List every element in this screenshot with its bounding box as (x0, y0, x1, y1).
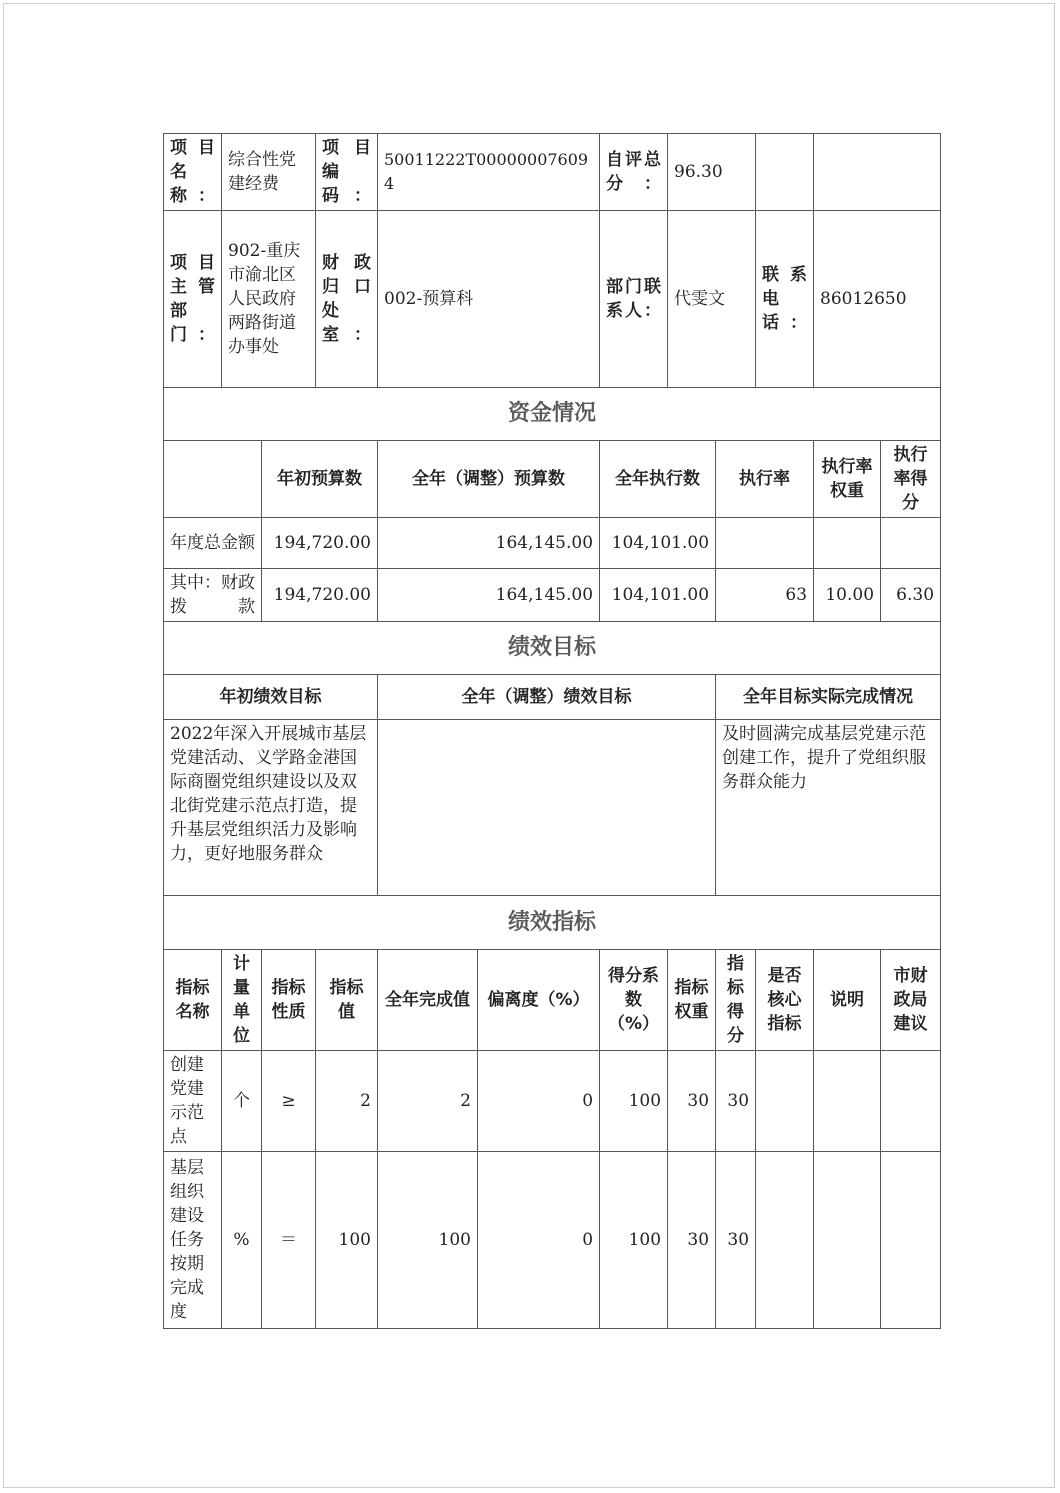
indicator-advice (881, 1152, 941, 1329)
contact-label: 部门联系人： (600, 211, 668, 388)
funds-executed: 104,101.00 (600, 518, 716, 569)
self-score-value: 96.30 (668, 134, 756, 211)
indicator-note (814, 1152, 881, 1329)
funds-adjusted: 164,145.00 (378, 569, 600, 622)
indicator-note (814, 1051, 881, 1152)
indicator-deviation: 0 (478, 1152, 600, 1329)
funds-header: 执行率 (716, 441, 814, 518)
indicator-unit: % (222, 1152, 262, 1329)
funds-rate (716, 518, 814, 569)
indicator-name: 基层组织建设任务按期完成度 (164, 1152, 222, 1329)
indicator-nature: ≥ (262, 1051, 316, 1152)
contact-value: 代雯文 (668, 211, 756, 388)
goal-adjusted (378, 720, 716, 896)
indicator-header: 说明 (814, 950, 881, 1051)
indicators-section-row (164, 896, 941, 950)
indicator-score: 30 (716, 1152, 756, 1329)
indicator-coef: 100 (600, 1152, 668, 1329)
funds-adjusted: 164,145.00 (378, 518, 600, 569)
goal-initial: 2022年深入开展城市基层党建活动、义学路金港国际商圈党组织建设以及双北街党建示范点打造，提升基层党组织活力及影响力，更好地服务群众 (164, 720, 378, 896)
indicator-header: 指标性质 (262, 950, 316, 1051)
indicator-header: 偏离度（%） (478, 950, 600, 1051)
indicator-coef: 100 (600, 1051, 668, 1152)
finance-office-label: 财政归口处室： (316, 211, 378, 388)
indicator-row (164, 1152, 941, 1329)
indicator-header: 指标值 (316, 950, 378, 1051)
empty-cell (756, 134, 814, 211)
empty-header-cell (164, 441, 262, 518)
goals-header-row (164, 675, 941, 720)
self-score-label: 自评总分： (600, 134, 668, 211)
funds-header-row (164, 441, 941, 518)
funds-header: 执行率权重 (814, 441, 881, 518)
goals-section-title: 绩效目标 (164, 622, 941, 675)
indicator-row (164, 1051, 941, 1152)
indicators-section-title: 绩效指标 (164, 896, 941, 950)
funds-header: 全年（调整）预算数 (378, 441, 600, 518)
goals-header: 全年目标实际完成情况 (716, 675, 941, 720)
indicator-completed: 100 (378, 1152, 478, 1329)
goals-header: 全年（调整）绩效目标 (378, 675, 716, 720)
dept-label: 项目主管部门： (164, 211, 222, 388)
funds-header: 执行率得分 (881, 441, 941, 518)
goals-content-row (164, 720, 941, 896)
project-code-label: 项目编码： (316, 134, 378, 211)
indicator-header: 计量单位 (222, 950, 262, 1051)
funds-executed: 104,101.00 (600, 569, 716, 622)
empty-cell (814, 134, 941, 211)
phone-value: 86012650 (814, 211, 941, 388)
funds-header: 年初预算数 (262, 441, 378, 518)
phone-label: 联系电话： (756, 211, 814, 388)
project-info-row-2 (164, 211, 941, 388)
indicator-value: 2 (316, 1051, 378, 1152)
indicator-header: 全年完成值 (378, 950, 478, 1051)
project-name-value: 综合性党建经费 (222, 134, 316, 211)
funds-score (881, 518, 941, 569)
indicator-header: 得分系数（%） (600, 950, 668, 1051)
funds-rate: 63 (716, 569, 814, 622)
indicator-header: 指标权重 (668, 950, 716, 1051)
indicator-name: 创建党建示范点 (164, 1051, 222, 1152)
funds-weight (814, 518, 881, 569)
indicator-unit: 个 (222, 1051, 262, 1152)
funds-row (164, 518, 941, 569)
funds-section-title: 资金情况 (164, 388, 941, 441)
funds-initial: 194,720.00 (262, 569, 378, 622)
indicator-score: 30 (716, 1051, 756, 1152)
project-code-value: 50011222T000000076094 (378, 134, 600, 211)
dept-value: 902-重庆市渝北区人民政府两路街道办事处 (222, 211, 316, 388)
indicator-header: 是否核心指标 (756, 950, 814, 1051)
funds-section-row (164, 388, 941, 441)
indicator-core (756, 1051, 814, 1152)
project-info-row-1 (164, 134, 941, 211)
indicator-value: 100 (316, 1152, 378, 1329)
indicator-header: 指标得分 (716, 950, 756, 1051)
indicators-header-row (164, 950, 941, 1051)
indicator-advice (881, 1051, 941, 1152)
finance-office-value: 002-预算科 (378, 211, 600, 388)
funds-score: 6.30 (881, 569, 941, 622)
funds-initial: 194,720.00 (262, 518, 378, 569)
funds-header: 全年执行数 (600, 441, 716, 518)
performance-evaluation-table (163, 133, 941, 1329)
goals-header: 年初绩效目标 (164, 675, 378, 720)
goals-section-row (164, 622, 941, 675)
indicator-completed: 2 (378, 1051, 478, 1152)
indicator-header: 市财政局建议 (881, 950, 941, 1051)
funds-row (164, 569, 941, 622)
indicator-deviation: 0 (478, 1051, 600, 1152)
goal-actual: 及时圆满完成基层党建示范创建工作，提升了党组织服务群众能力 (716, 720, 941, 896)
indicator-weight: 30 (668, 1051, 716, 1152)
funds-weight: 10.00 (814, 569, 881, 622)
indicator-weight: 30 (668, 1152, 716, 1329)
funds-row-label: 其中：财政拨款 (164, 569, 262, 622)
indicator-header: 指标名称 (164, 950, 222, 1051)
indicator-nature: ＝ (262, 1152, 316, 1329)
indicator-core (756, 1152, 814, 1329)
funds-row-label: 年度总金额 (164, 518, 262, 569)
project-name-label: 项目名称： (164, 134, 222, 211)
